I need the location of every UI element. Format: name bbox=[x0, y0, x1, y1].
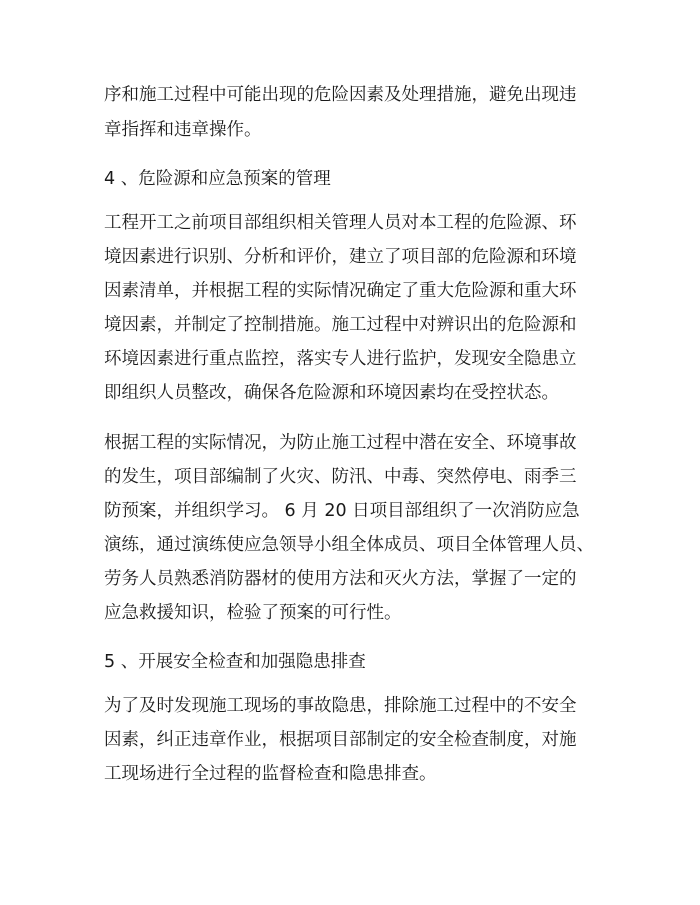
paragraph-line: 工程开工之前项目部组织相关管理人员对本工程的危险源、环 bbox=[104, 213, 577, 233]
section-heading-5: 5 、开展安全检查和加强隐患排查 bbox=[104, 652, 366, 672]
paragraph-line: 应急救援知识，检验了预案的可行性。 bbox=[104, 603, 402, 623]
paragraph-line: 因素，纠正违章作业，根据项目部制定的安全检查制度，对施 bbox=[104, 730, 577, 750]
paragraph-line: 环境因素进行重点监控，落实专人进行监护，发现安全隐患立 bbox=[104, 349, 577, 369]
paragraph-line: 因素清单，并根据工程的实际情况确定了重大危险源和重大环 bbox=[104, 281, 577, 301]
paragraph-line: 即组织人员整改，确保各危险源和环境因素均在受控状态。 bbox=[104, 383, 559, 403]
paragraph-line: 演练，通过演练使应急领导小组全体成员、项目全体管理人员、 bbox=[104, 535, 594, 555]
paragraph-line: 为了及时发现施工现场的事故隐患，排除施工过程中的不安全 bbox=[104, 696, 577, 716]
paragraph-line: 序和施工过程中可能出现的危险因素及处理措施，避免出现违 bbox=[104, 85, 577, 105]
section-heading-4: 4 、危险源和应急预案的管理 bbox=[104, 169, 331, 189]
paragraph-line: 章指挥和违章操作。 bbox=[104, 120, 262, 140]
paragraph-line: 境因素进行识别、分析和评价，建立了项目部的危险源和环境 bbox=[104, 247, 577, 267]
paragraph-line: 境因素，并制定了控制措施。施工过程中对辨识出的危险源和 bbox=[104, 315, 577, 335]
paragraph-line: 工现场进行全过程的监督检查和隐患排查。 bbox=[104, 764, 437, 784]
paragraph-line: 劳务人员熟悉消防器材的使用方法和灭火方法，掌握了一定的 bbox=[104, 569, 577, 589]
paragraph-line: 防预案，并组织学习。 6 月 20 日项目部组织了一次消防应急 bbox=[104, 501, 580, 521]
paragraph-line: 根据工程的实际情况，为防止施工过程中潜在安全、环境事故 bbox=[104, 433, 577, 453]
paragraph-line: 的发生，项目部编制了火灾、防汛、中毒、突然停电、雨季三 bbox=[104, 467, 577, 487]
